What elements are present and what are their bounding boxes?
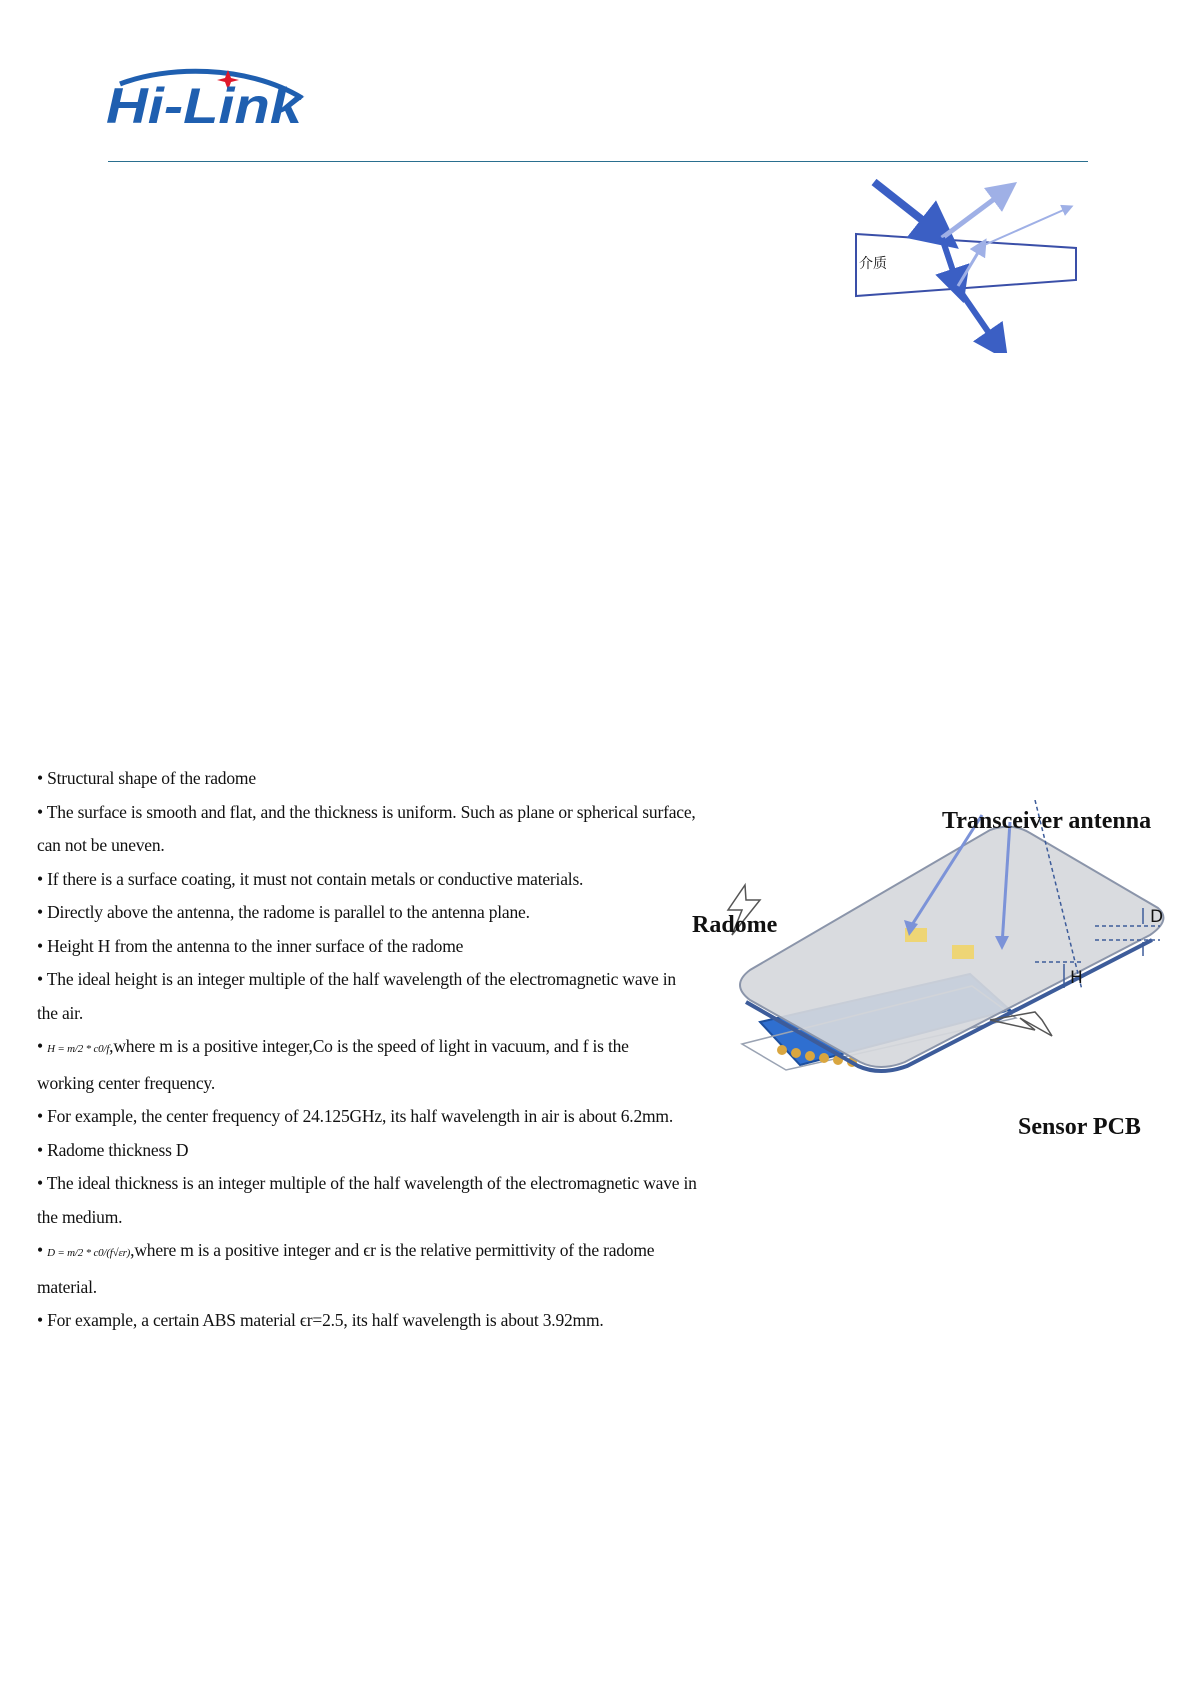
medium-box <box>856 234 1076 296</box>
dimension-d-label: D <box>1150 907 1164 927</box>
bullet-line: working center frequency. <box>37 1072 216 1093</box>
radome-guidelines <box>37 762 697 1338</box>
bullet-line: • The surface is smooth and flat, and the thickness is uniform. Such as plane or spherical surface, <box>37 801 696 822</box>
formula-h-text: ,where m is a positive integer,Co is the speed of light in vacuum, and f is the <box>109 1036 629 1056</box>
radome-diagram <box>690 800 1170 1160</box>
formula-d-line <box>37 1234 687 1271</box>
bullet-line: • The ideal height is an integer multiple of the half wavelength of the electromagnetic wave in <box>37 969 676 989</box>
logo-text: Hi-Link <box>106 78 305 130</box>
radome-label: Radome <box>692 912 778 938</box>
bullet-line: the air. <box>37 1002 84 1023</box>
sensor-pcb-label: Sensor PCB <box>1018 1114 1141 1140</box>
bullet-line: material. <box>37 1276 97 1297</box>
formula-d: D = m/2 * c0/(f√εr) <box>47 1247 131 1259</box>
formula-h-line <box>37 1030 687 1067</box>
antenna-patch <box>952 945 974 959</box>
incident-arrow <box>874 182 940 234</box>
dimension-h-label: H <box>1070 968 1083 988</box>
bullet-line: the medium. <box>37 1206 123 1227</box>
second-reflection-arrow <box>982 208 1068 246</box>
transmitted-arrow <box>958 288 998 346</box>
bullet-line: • The ideal thickness is an integer multiple of the half wavelength of the electromagnetic wave in <box>37 1173 697 1193</box>
bullet-prefix: • <box>37 1036 48 1056</box>
formula-d-text: ,where m is a positive integer and ϵr is the relative permittivity of the radome <box>130 1240 655 1260</box>
pcb-lightning-icon <box>990 1012 1052 1036</box>
hi-link-logo <box>106 68 306 130</box>
formula-h: H = m/2 * c0/f <box>47 1043 110 1055</box>
bullet-line: can not be uneven. <box>37 835 165 855</box>
bullet-line: • Height H from the antenna to the inner surface of the radome <box>37 935 464 956</box>
bullet-line: • If there is a surface coating, it must not contain metals or conductive materials. <box>37 868 584 889</box>
internal-reflection-arrow <box>958 246 982 286</box>
refracted-arrow <box>942 238 958 286</box>
medium-label: 介质 <box>859 256 887 272</box>
header-divider <box>108 161 1088 162</box>
bullet-line: • Directly above the antenna, the radome is parallel to the antenna plane. <box>37 902 530 922</box>
bullet-line: • For example, a certain ABS material ϵr=2.5, its half wavelength is about 3.92mm. <box>37 1310 604 1330</box>
refraction-diagram <box>850 178 1090 353</box>
bullet-prefix: • <box>37 1240 48 1260</box>
transceiver-antenna-label: Transceiver antenna <box>942 808 1152 834</box>
bullet-line: • Structural shape of the radome <box>37 768 256 788</box>
bullet-line: • For example, the center frequency of 24.125GHz, its half wavelength in air is about 6.2mm. <box>37 1106 674 1126</box>
reflected-arrow <box>942 191 1005 238</box>
bullet-line: • Radome thickness D <box>37 1139 189 1160</box>
